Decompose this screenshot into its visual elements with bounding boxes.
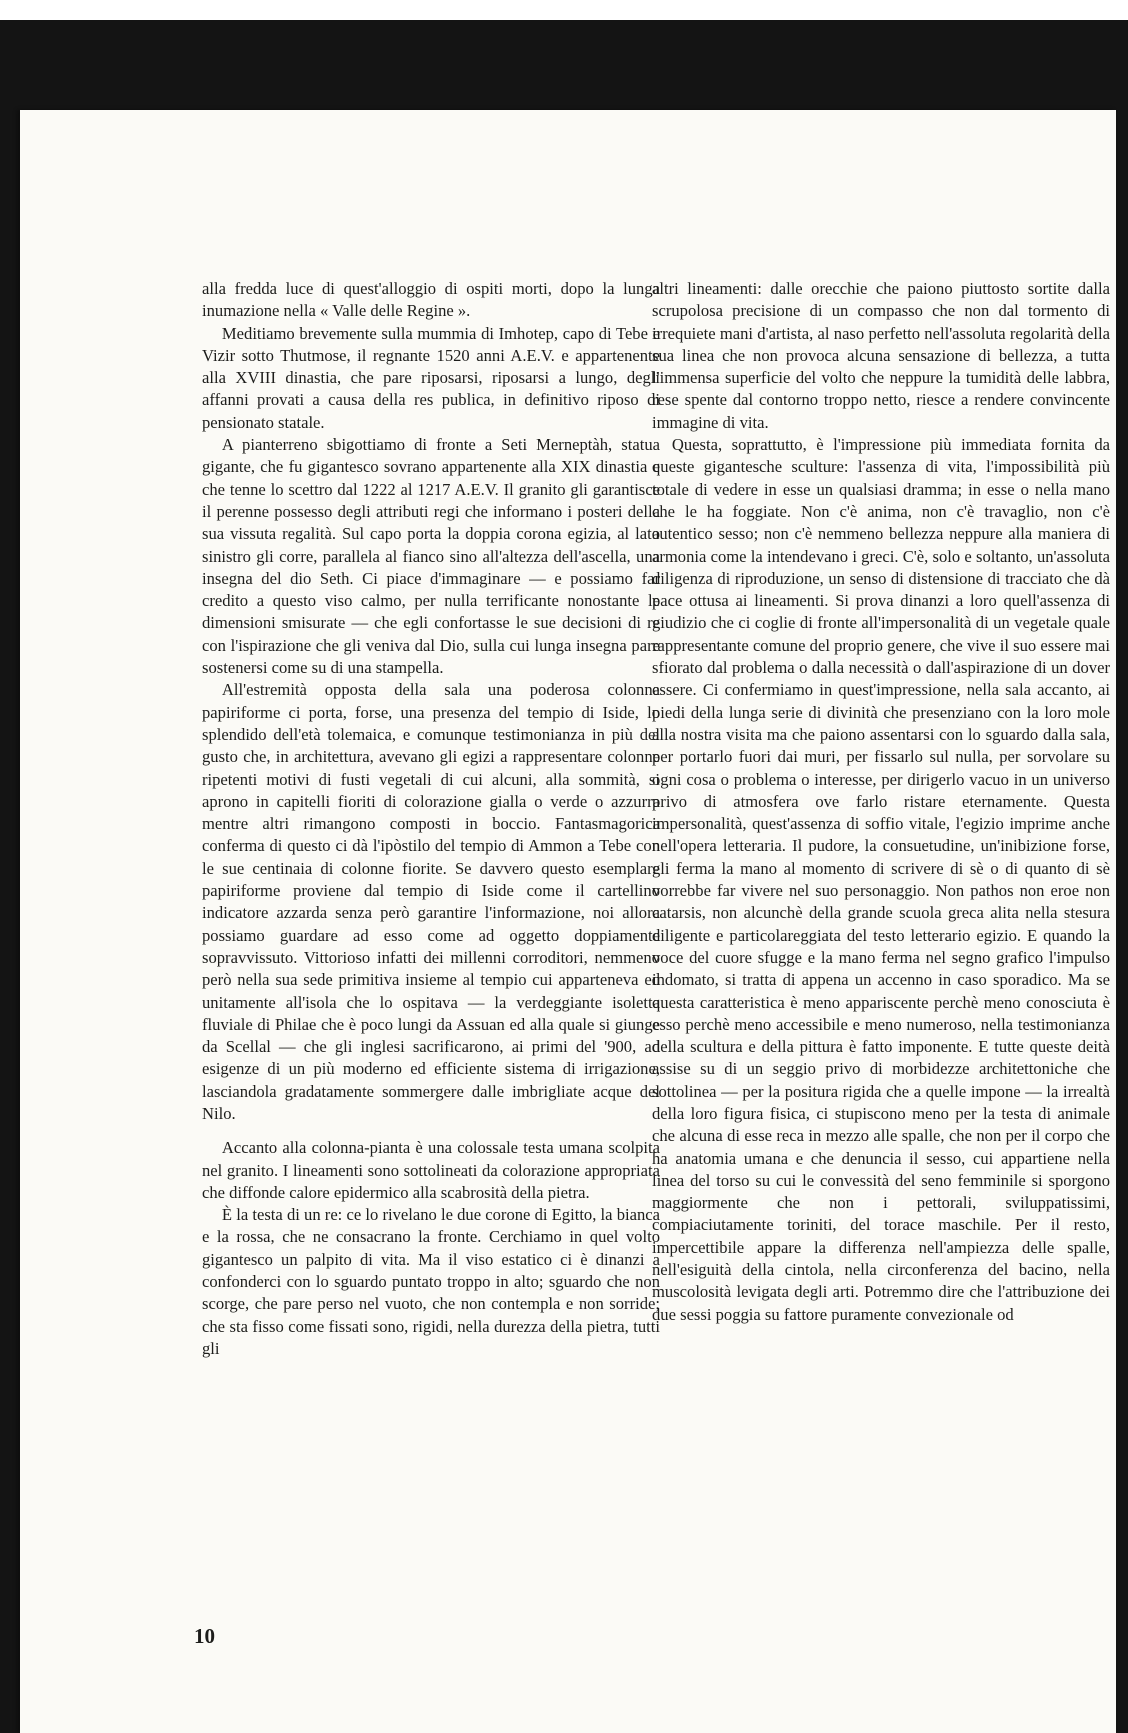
paragraph: All'estremità opposta della sala una poderosa colonna papiriforme ci porta, forse, una presenza del tempio di Iside, lo splendido dell'età tolemaica, e comunque testimonianza in più del gusto che, in architettura, avevano gli egizi a rappresentare colonne ripetenti motivi di fusti vegetali di cui alcuni, alla sommità, si aprono in capitelli fioriti di colorazione gialla o verde o azzurra mentre altri rimangono composti in boccio. Fantasmagorica conferma di questo ci dà l'ipòstilo del tempio di Ammon a Tebe con le sue centinaia di colonne fiorite. Se davvero questo esemplare papiriforme proviene dal tempio di Iside come il cartellino indicatore azzarda senza però garantire l'informazione, noi allora possiamo guardare ad esso come ad oggetto doppiamente sopravvissuto. Vittorioso infatti dei millenni corroditori, nemmeno però nella sua sede primitiva insieme al tempio cui apparteneva ed unitamente all'isola che lo ospitava — la verdeggiante isoletta fluviale di Philae che è poco lungi da Assuan ed alla quale si giunge da Scellal — che gli inglesi sacrificarono, ai primi del '900, ad esigenze di un più moderno ed efficiente sistema di irrigazione, lasciandola gradatamente sommergere dalle imbrigliate acque del Nilo. — [202, 680, 660, 1123]
paragraph: Accanto alla colonna-pianta è una colossale testa umana scolpita nel granito. I lineamenti sono sottolineati da colorazione appropriata che diffonde calore epidermico alla scabrosità della pietra. — [202, 1138, 660, 1202]
left-text-column — [202, 278, 660, 1360]
right-text-column — [652, 278, 1110, 1326]
book-page — [20, 110, 1116, 1733]
paragraph: altri lineamenti: dalle orecchie che paiono piuttosto sortite dalla scrupolosa precisione di un compasso che non dal tormento di irrequiete mani d'artista, al naso perfetto nell'assoluta regolarità della sua linea che non provoca alcuna sensazione di bellezza, a tutta l'immensa superficie del volto che neppure la tumidità delle labbra, rese spente dal contorno troppo netto, riesce a rendere convincente immagine di vita. — [652, 279, 1110, 432]
paragraph: A pianterreno sbigottiamo di fronte a Seti Merneptàh, statua gigante, che fu gigantesco sovrano appartenente alla XIX dinastia e che tenne lo scettro dal 1222 al 1217 A.E.V. Il granito gli garantisce il perenne possesso degli attributi regi che informano i posteri della sua vissuta regalità. Sul capo porta la doppia corona egizia, al lato sinistro gli corre, parallela al fianco sino all'altezza dell'ascella, una insegna del dio Seth. Ci piace d'immaginare — e possiamo far credito a questo viso calmo, per nulla terrificante nonostante le dimensioni smisurate — che egli confortasse le sue decisioni di re con l'ispirazione che gli veniva dal Dio, sulla cui lunga insegna pare sostenersi come su di una stampella. — [202, 435, 660, 678]
page-number: 10 — [194, 1624, 215, 1648]
paragraph: È la testa di un re: ce lo rivelano le due corone di Egitto, la bianca e la rossa, che ne consacrano la fronte. Cerchiamo in quel volto gigantesco un palpito di vita. Ma il viso estatico ci è dinanzi a confonderci con lo sguardo puntato troppo in alto; sguardo che non scorge, che pare perso nel vuoto, che non contempla e non sorride; che sta fisso come fissati sono, rigidi, nella durezza della pietra, tutti gli — [202, 1205, 660, 1358]
paragraph: Questa, soprattutto, è l'impressione più immediata fornita da queste gigantesche sculture: l'assenza di vita, l'impossibilità più totale di vedere in esse un qualsiasi dramma; in esse o nella mano che le ha foggiate. Non c'è anima, non c'è travaglio, non c'è autentico sesso; non c'è nemmeno bellezza neppure alla maniera di armonia come la intendevano i greci. C'è, solo e soltanto, un'assoluta diligenza di riproduzione, un senso di distensione di tracciato che dà pace ottusa ai lineamenti. Si prova dinanzi a loro quell'assenza di giudizio che ci coglie di fronte all'impersonalità di un vegetale quale rappresentante comune del proprio genere, che vive il suo essere mai sfiorato dal problema o dalla necessità o dall'aspirazione di un dover essere. Ci confermiamo in quest'impressione, nella sala accanto, ai piedi della lunga serie di divinità che presenziano con la loro mole alla nostra visita ma che paiono assentarsi con lo sguardo dalla sala, per portarlo fuori dai muri, per fissarlo sul nulla, per sorvolare su ogni cosa o problema o interesse, per dirigerlo vacuo in un universo privo di atmosfera ove farlo ristare eternamente. Questa impersonalità, quest'assenza di soffio vitale, l'egizio imprime anche nell'opera letteraria. Il pudore, la consuetudine, un'inibizione forse, gli ferma la mano al momento di scrivere di sè o di quanto di sè vorrebbe far vivere nel suo personaggio. Non pathos non eroe non catarsis, non alcunchè della grande scuola greca alita nella stesura diligente e particolareggiata del testo letterario egizio. E quando la voce del cuore sfugge e la mano ferma nel segno grafico l'impulso indomato, si tratta di appena un accenno in caso sporadico. Ma se questa caratteristica è meno appariscente perchè meno conosciuta è esso perchè meno accessibile e meno numeroso, nella testimonianza della scultura e della pittura è fatto imponente. E tutte queste deità assise su di un seggio privo di morbidezze architettoniche che sottolinea — per la positura rigida che a quelle impone — la irrealtà della loro figura fisica, ci stupiscono meno per la testa di animale che alcuna di esse reca in mezzo alle spalle, che non per il corpo che ha anatomia umana e che denuncia il sesso, cui appartiene nella linea del torso su cui le convessità del seno femminile si sporgono maggiormente che non i pettorali, sviluppatissimi, compiaciutamente toriniti, del torace maschile. Per il resto, impercettibile appare la differenza nell'ampiezza delle spalle, nell'esiguità della cintola, nella circonferenza del bacino, nella muscolosità levigata degli arti. Potremmo dire che l'attribuzione dei due sessi poggia su fattore puramente convezionale od — [652, 435, 1110, 1324]
paragraph: Meditiamo brevemente sulla mummia di Imhotep, capo di Tebe e Vizir sotto Thutmose, il regnante 1520 anni A.E.V. e appartenente alla XVIII dinastia, che pare riposarsi, riposarsi a lungo, degli affanni provati a causa della res publica, in definitivo riposo di pensionato statale. — [202, 323, 660, 432]
paragraph: alla fredda luce di quest'alloggio di ospiti morti, dopo la lunga inumazione nella « Valle delle Regine ». — [202, 279, 660, 321]
